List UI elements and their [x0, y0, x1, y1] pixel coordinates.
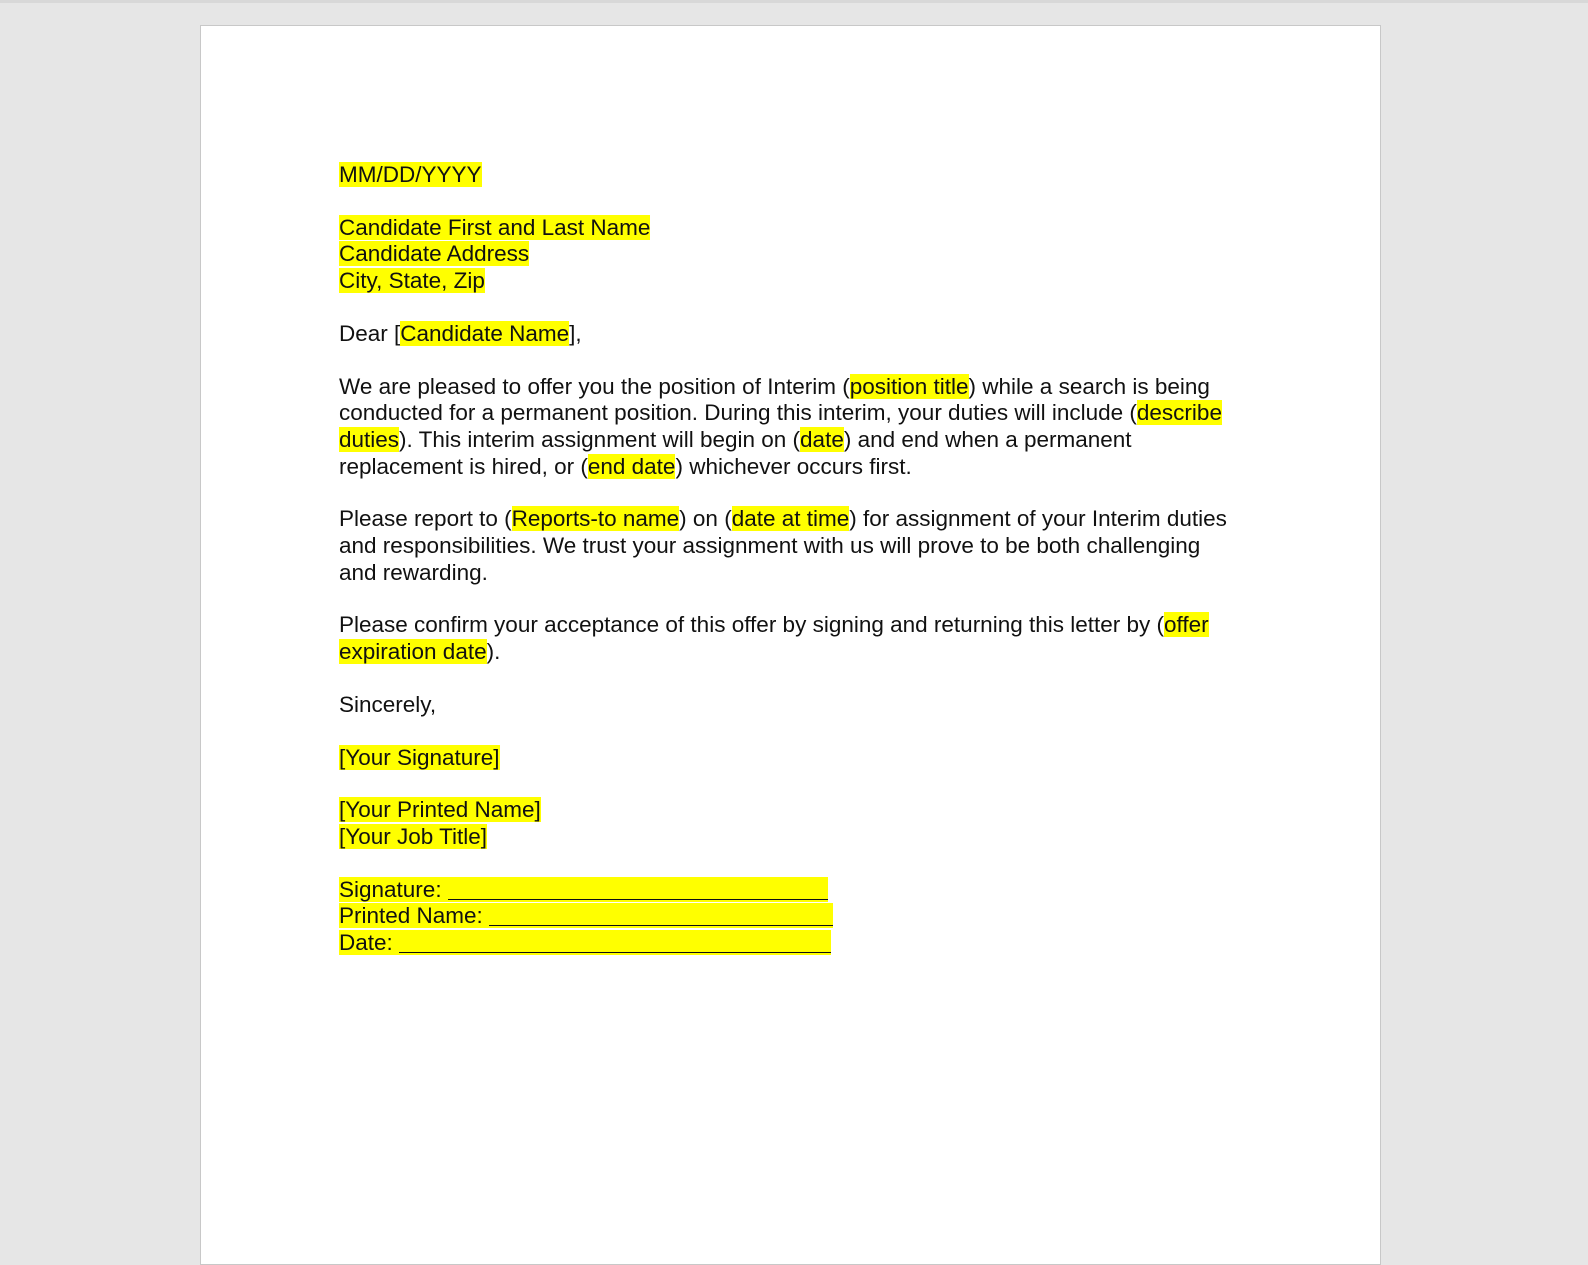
position-title-placeholder: position title [849, 373, 969, 399]
date-field [339, 930, 831, 955]
report-text-2: ) on ( [679, 506, 732, 532]
confirm-text-2: ). [486, 639, 501, 665]
salutation-name: Candidate Name [400, 320, 570, 346]
start-date-placeholder: date [800, 426, 844, 452]
signature-blank [448, 877, 828, 900]
candidate-name-line: Candidate First and Last Name [339, 214, 651, 240]
report-text-1: Please report to ( [339, 506, 512, 532]
signature-field [339, 877, 828, 902]
offer-text-4: ) and end when a permanent replacement is hired, or ( [339, 426, 1132, 479]
printed-name-label: Printed Name: [339, 903, 483, 929]
document-page [200, 25, 1381, 1265]
salutation-prefix: Dear [ [339, 320, 401, 346]
recipient-address [339, 215, 1239, 295]
report-text-3: ) for assignment of your Interim duties and responsibilities. We trust your assignment with us will prove to be both challenging and rewarding. [339, 506, 1227, 585]
closing: Sincerely, [339, 691, 437, 717]
sender-block [339, 797, 1239, 850]
your-job-title-placeholder: [Your Job Title] [339, 823, 488, 849]
date-blank [399, 930, 831, 953]
acceptance-block [339, 877, 1239, 957]
your-signature-placeholder: [Your Signature] [339, 744, 500, 770]
duties-placeholder: describe duties [339, 400, 1222, 452]
letter-body [339, 162, 1239, 983]
printed-name-field [339, 903, 833, 928]
offer-paragraph [339, 374, 1239, 481]
letter-date-line [339, 162, 1239, 189]
offer-text-2: ) while a search is being conducted for a permanent position. During this interim, your duties will include ( [339, 373, 1210, 426]
reports-to-placeholder: Reports-to name [511, 506, 680, 532]
city-state-zip-line: City, State, Zip [339, 268, 485, 294]
confirm-text-1: Please confirm your acceptance of this offer by signing and returning this letter by ( [339, 612, 1165, 638]
signature-label: Signature: [339, 876, 442, 902]
offer-text-3: ). This interim assignment will begin on ( [399, 426, 801, 452]
salutation-suffix: ], [569, 320, 582, 346]
window-top-edge [0, 0, 1588, 3]
candidate-address-line: Candidate Address [339, 241, 530, 267]
date-label: Date: [339, 930, 393, 956]
report-paragraph [339, 506, 1239, 586]
salutation [339, 321, 1239, 348]
confirm-paragraph [339, 612, 1239, 665]
date-at-time-placeholder: date at time [731, 506, 850, 532]
end-date-placeholder: end date [587, 453, 676, 479]
letter-date: MM/DD/YYYY [339, 162, 482, 187]
printed-name-blank [489, 903, 833, 926]
offer-text-5: ) whichever occurs first. [675, 453, 912, 479]
your-printed-name-placeholder: [Your Printed Name] [339, 797, 541, 823]
offer-text-1: We are pleased to offer you the position of Interim ( [339, 373, 850, 399]
signature-placeholder-line [339, 745, 1239, 772]
offer-expiration-placeholder: offer expiration date [339, 612, 1209, 665]
